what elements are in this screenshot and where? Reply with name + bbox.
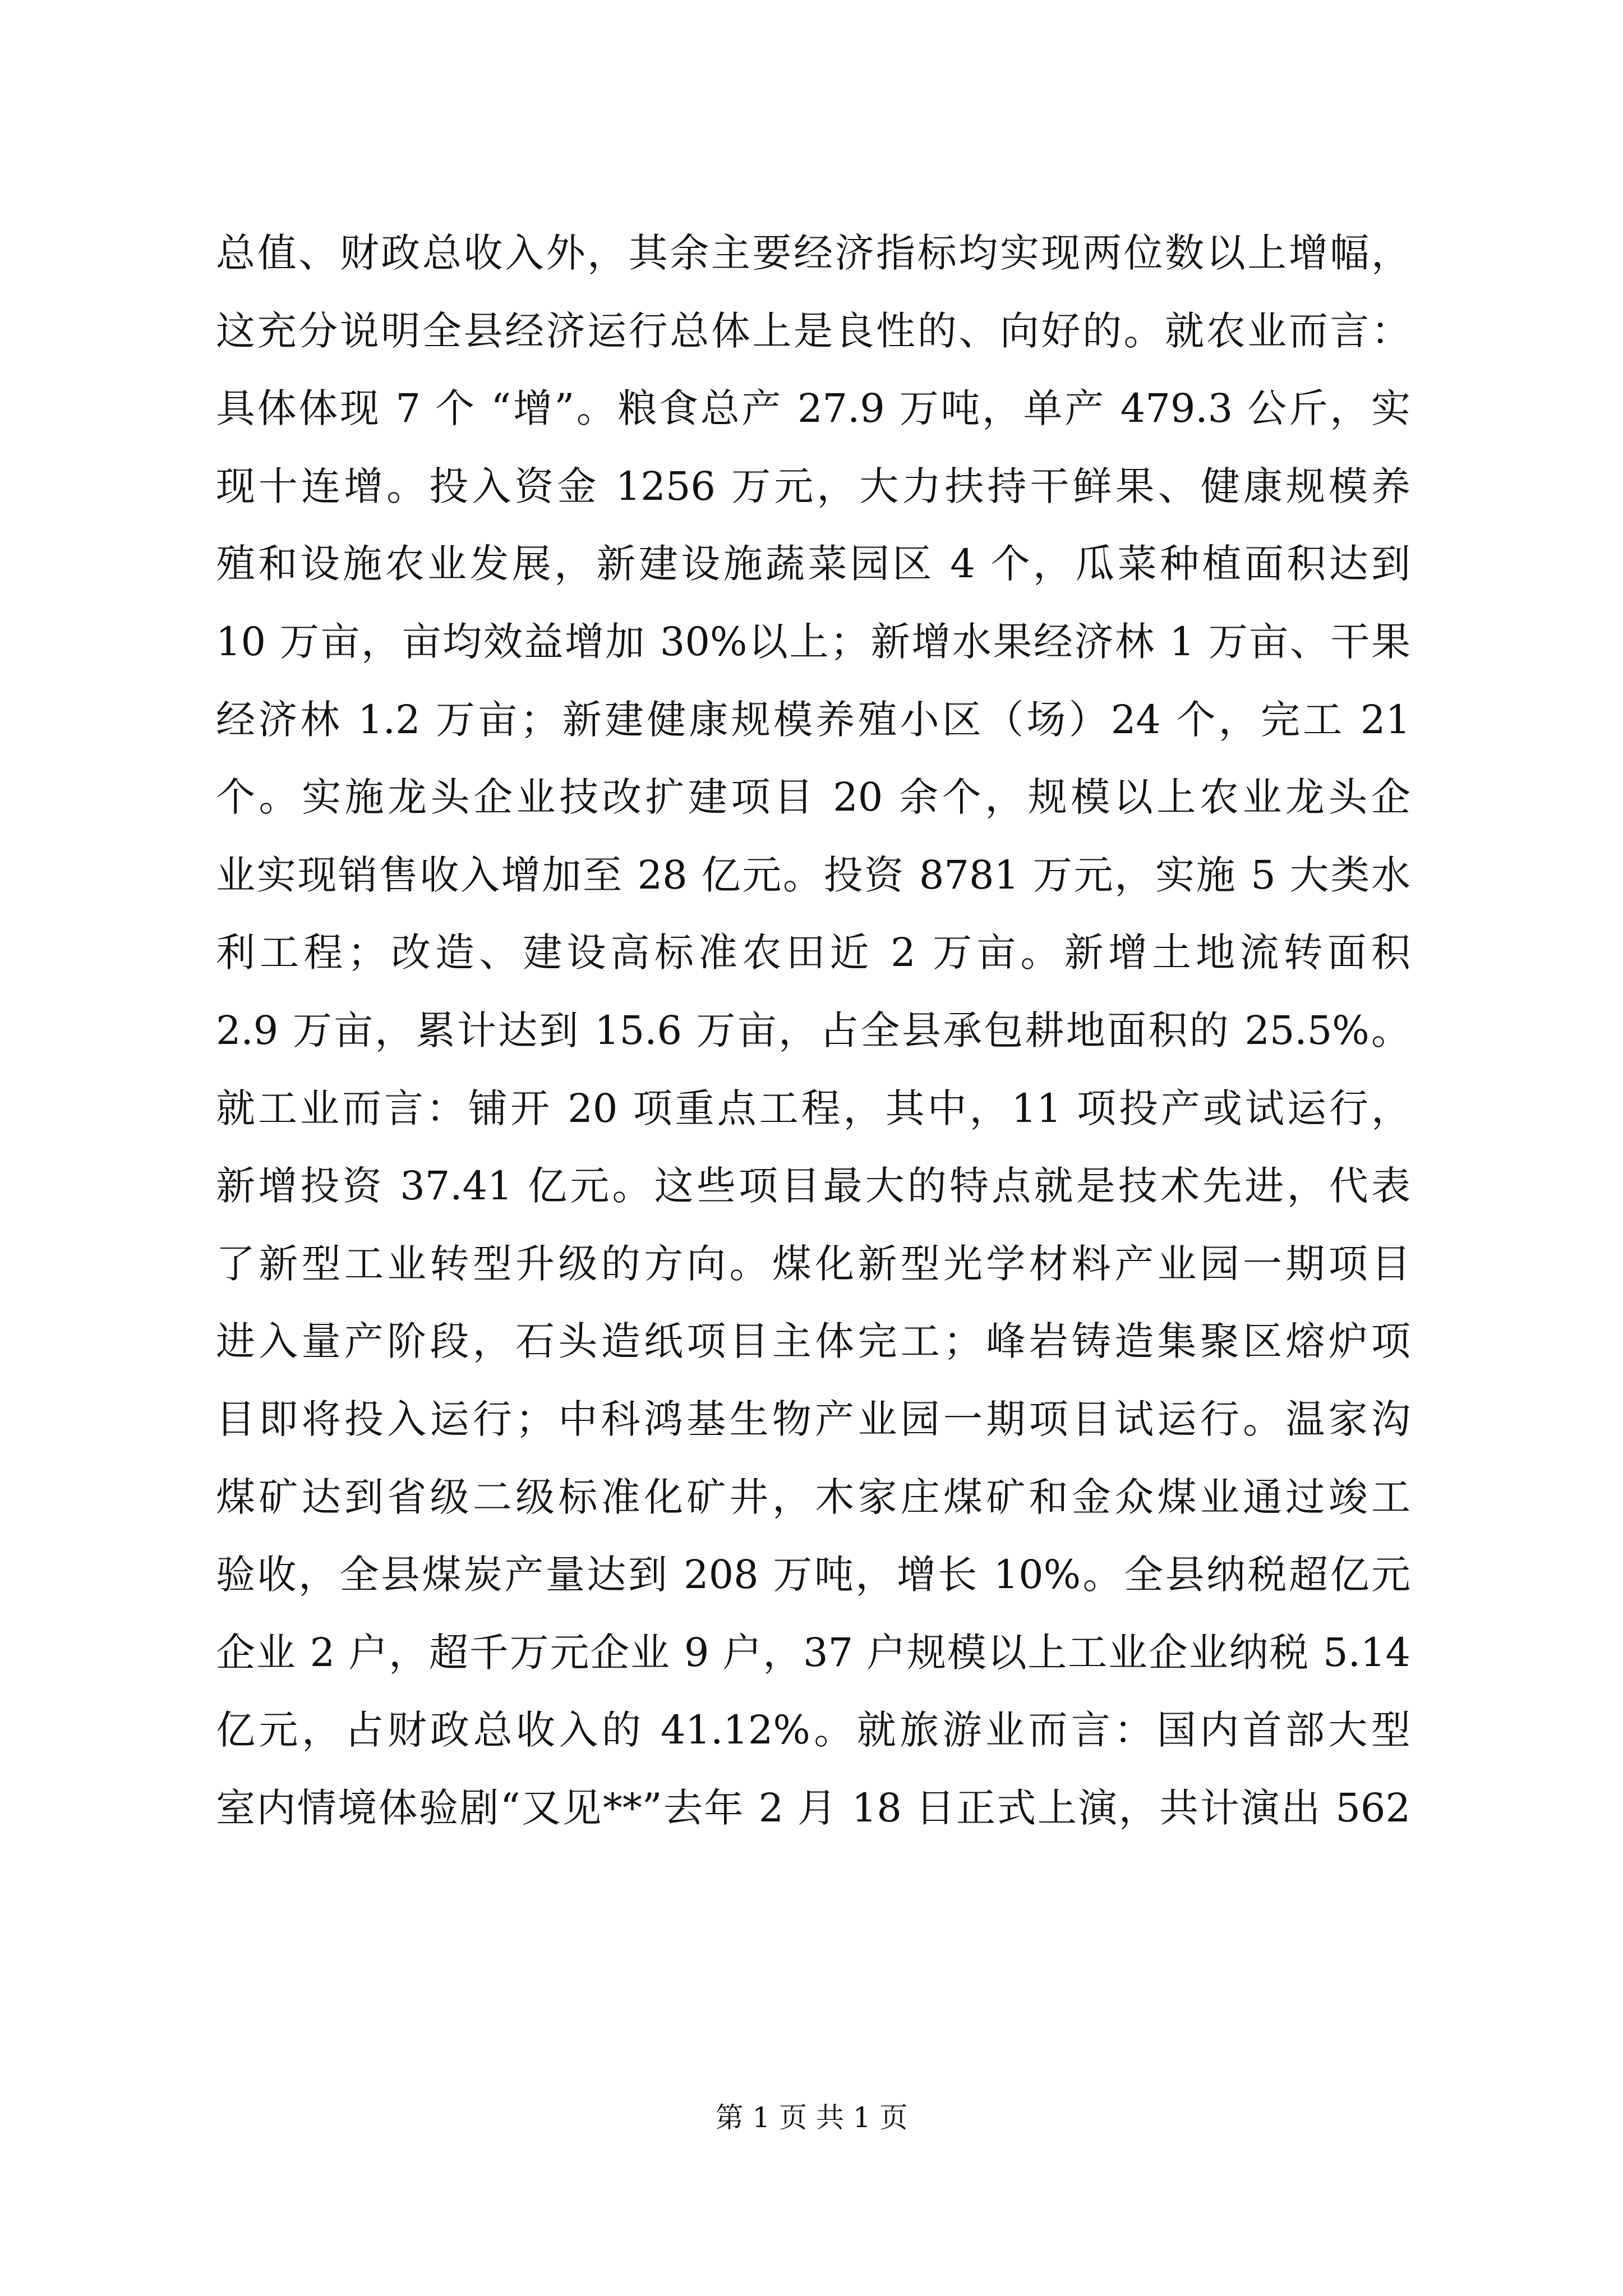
text-line: 亿元，占财政总收入的 41.12%。就旅游业而言：国内首部大型 xyxy=(216,1707,1410,1754)
text-line: 企业 2 户，超千万元企业 9 户，37 户规模以上工业企业纳税 5.14 xyxy=(216,1629,1410,1676)
text-line: 了新型工业转型升级的方向。煤化新型光学材料产业园一期项目 xyxy=(216,1240,1410,1287)
text-line: 新增投资 37.41 亿元。这些项目最大的特点就是技术先进，代表 xyxy=(216,1163,1410,1209)
text-line: 这充分说明全县经济运行总体上是良性的、向好的。就农业而言： xyxy=(216,307,1410,354)
text-line: 室内情境体验剧“又见**”去年 2 月 18 日正式上演，共计演出 562 xyxy=(216,1784,1410,1831)
text-line: 进入量产阶段，石头造纸项目主体完工；峰岩铸造集聚区熔炉项 xyxy=(216,1318,1410,1365)
text-line: 2.9 万亩，累计达到 15.6 万亩，占全县承包耕地面积的 25.5%。 xyxy=(216,1007,1410,1053)
text-line: 现十连增。投入资金 1256 万元，大力扶持干鲜果、健康规模养 xyxy=(216,463,1410,509)
text-line: 个。实施龙头企业技改扩建项目 20 余个，规模以上农业龙头企 xyxy=(216,774,1410,821)
text-line: 总值、财政总收入外，其余主要经济指标均实现两位数以上增幅， xyxy=(216,230,1410,276)
text-line: 煤矿达到省级二级标准化矿井，木家庄煤矿和金众煤业通过竣工 xyxy=(216,1474,1410,1520)
page-footer xyxy=(0,2101,1623,2134)
text-line: 殖和设施农业发展，新建设施蔬菜园区 4 个，瓜菜种植面积达到 xyxy=(216,541,1410,587)
text-line: 验收，全县煤炭产量达到 208 万吨，增长 10%。全县纳税超亿元 xyxy=(216,1552,1410,1598)
text-line: 利工程；改造、建设高标准农田近 2 万亩。新增土地流转面积 xyxy=(216,930,1410,976)
text-line: 10 万亩，亩均效益增加 30%以上；新增水果经济林 1 万亩、干果 xyxy=(216,618,1410,665)
text-line: 就工业而言：铺开 20 项重点工程，其中，11 项投产或试运行， xyxy=(216,1085,1410,1131)
body-text xyxy=(216,214,1410,1847)
text-line: 业实现销售收入增加至 28 亿元。投资 8781 万元，实施 5 大类水 xyxy=(216,852,1410,898)
text-line: 经济林 1.2 万亩；新建健康规模养殖小区（场）24 个，完工 21 xyxy=(216,696,1410,743)
text-line: 目即将投入运行；中科鸿基生物产业园一期项目试运行。温家沟 xyxy=(216,1396,1410,1442)
page-number: 第 1 页 共 1 页 xyxy=(715,2101,908,2134)
text-line: 具体体现 7 个 “增”。粮食总产 27.9 万吨，单产 479.3 公斤，实 xyxy=(216,385,1410,432)
